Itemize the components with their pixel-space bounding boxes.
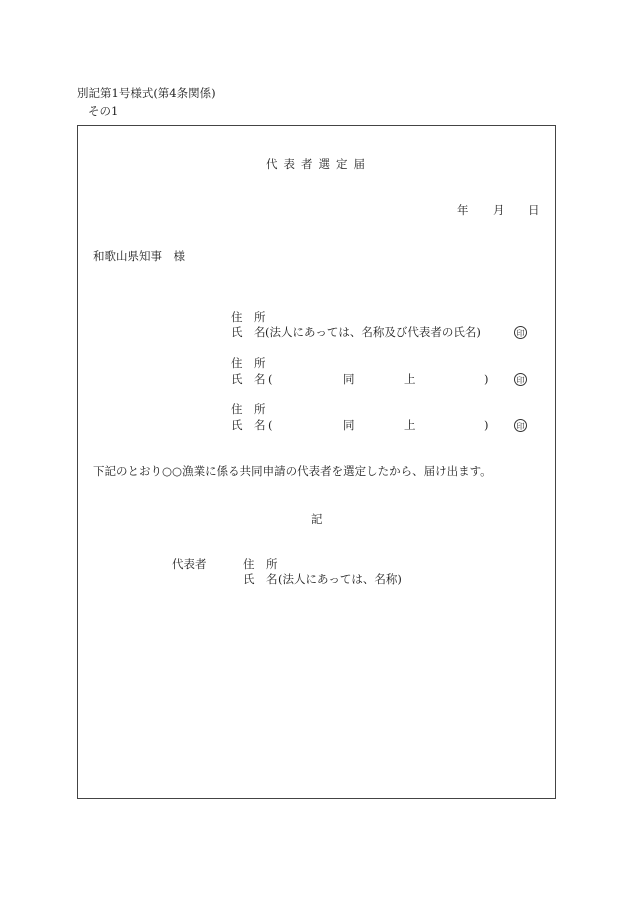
- form-frame: [77, 125, 556, 799]
- name-label: 氏 名: [231, 325, 266, 339]
- date-month: 月: [493, 203, 505, 217]
- date-day: 日: [528, 203, 540, 217]
- ki-heading: 記: [311, 512, 323, 526]
- addressee: 和歌山県知事 様: [93, 249, 185, 263]
- address-label: 住 所: [231, 310, 266, 324]
- same-text: 同: [343, 372, 355, 386]
- name-note: (法人にあっては、名称及び代表者の氏名): [265, 325, 481, 339]
- form-title: 代表者選定届: [266, 157, 371, 171]
- seal-mark: 印: [514, 326, 527, 339]
- seal-mark: 印: [514, 373, 527, 386]
- address-label: 住 所: [231, 402, 266, 416]
- paren-open: (: [268, 418, 273, 432]
- form-reference: 別記第1号様式(第4条関係): [77, 86, 216, 100]
- paren-open: (: [268, 372, 273, 386]
- name-note: (法人にあっては、名称): [278, 572, 402, 586]
- paren-close: ): [484, 372, 489, 386]
- above-text: 上: [404, 418, 416, 432]
- above-text: 上: [404, 372, 416, 386]
- address-label: 住 所: [243, 557, 278, 571]
- seal-mark: 印: [514, 419, 527, 432]
- form-variant: その1: [88, 104, 119, 118]
- same-text: 同: [343, 418, 355, 432]
- address-label: 住 所: [231, 356, 266, 370]
- paren-close: ): [484, 418, 489, 432]
- name-label: 氏 名: [231, 418, 266, 432]
- name-label: 氏 名: [231, 372, 266, 386]
- representative-label: 代表者: [172, 557, 207, 571]
- statement-text: 下記のとおり○○漁業に係る共同申請の代表者を選定したから、届け出ます。: [93, 464, 492, 478]
- name-label: 氏 名: [243, 572, 278, 586]
- date-year: 年: [457, 203, 469, 217]
